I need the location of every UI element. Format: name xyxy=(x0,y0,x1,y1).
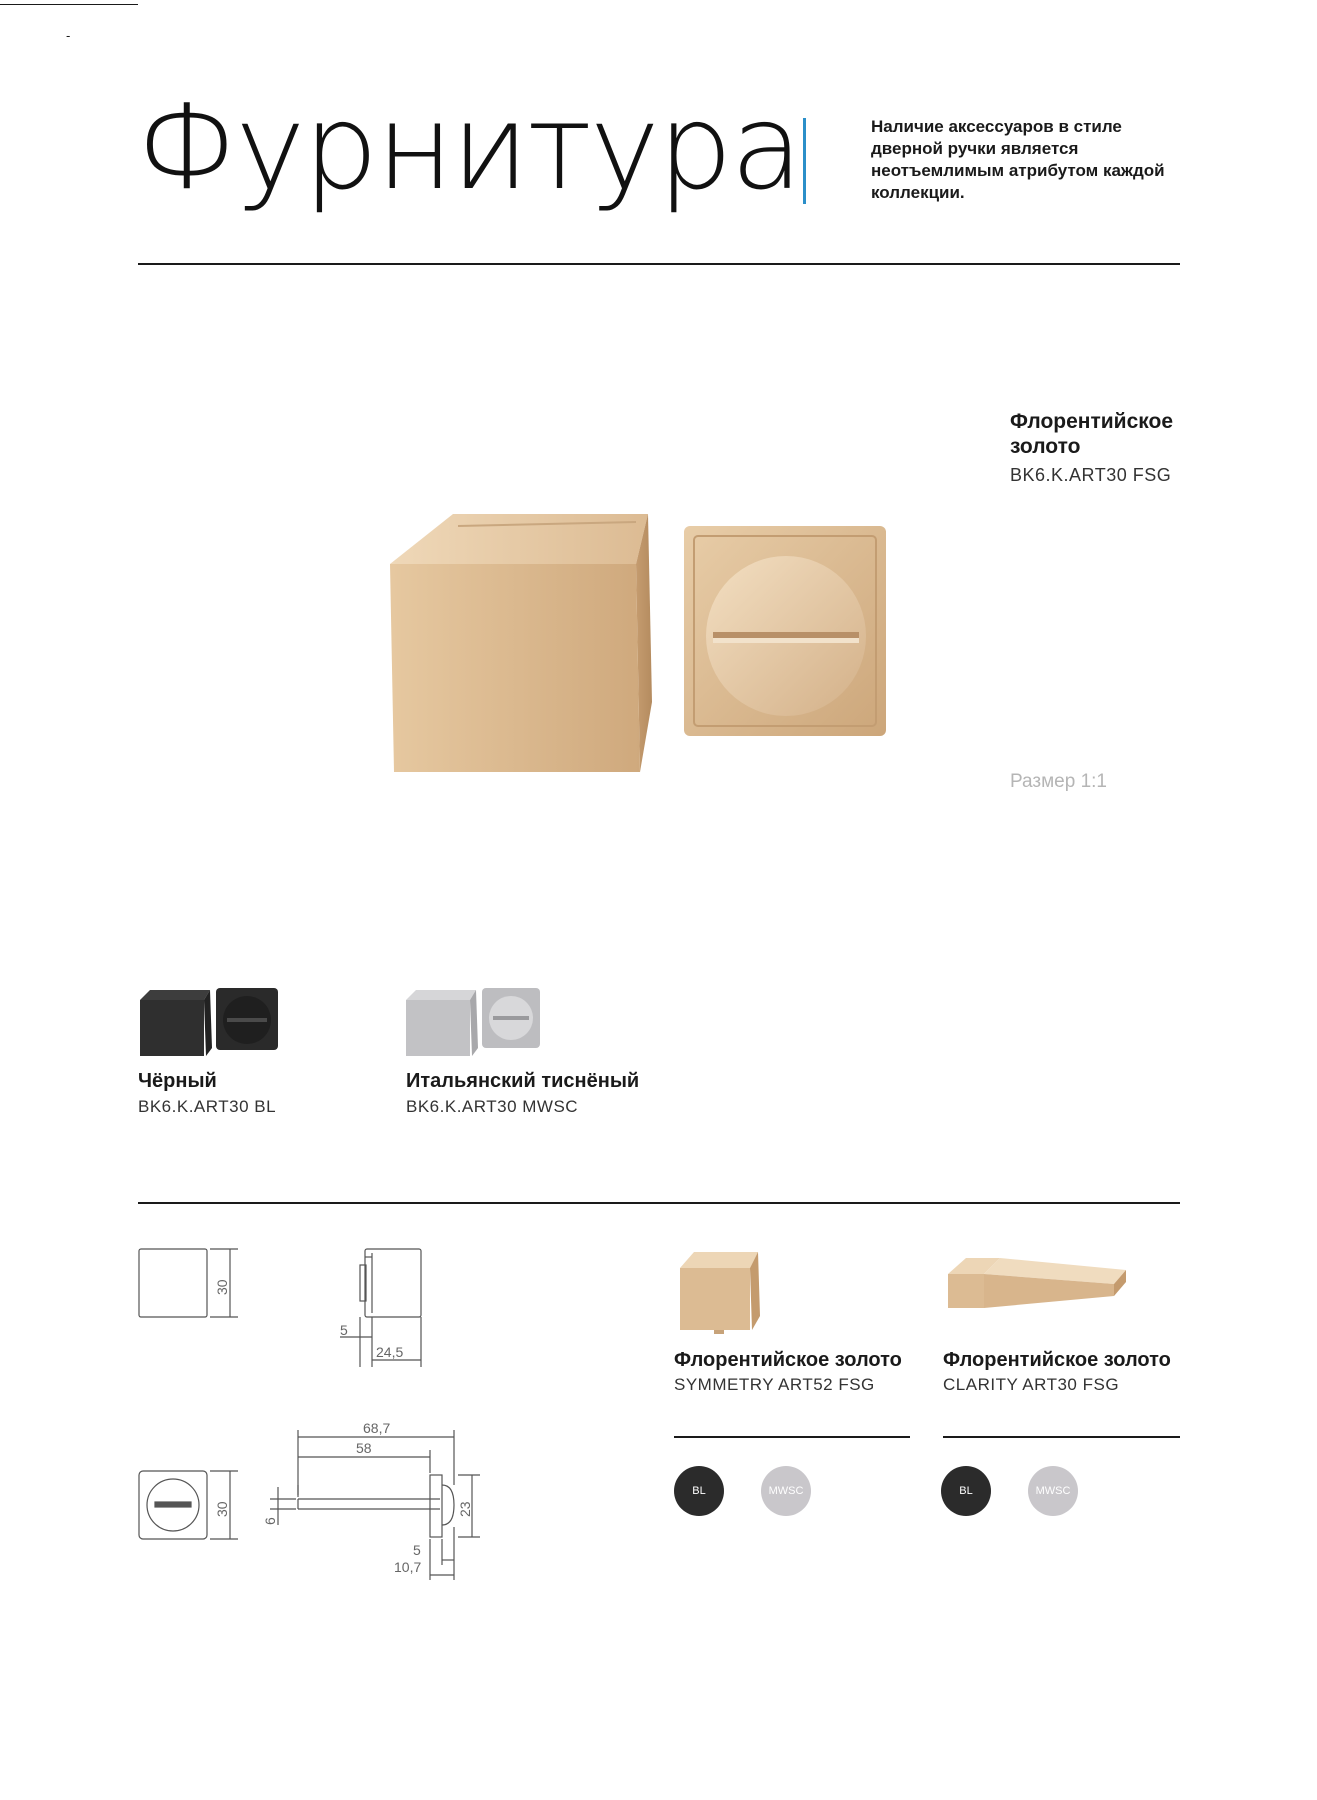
related-knob-image xyxy=(674,1246,764,1334)
scale-note: Размер 1:1 xyxy=(1010,771,1107,792)
dim-rose-depth: 10,7 xyxy=(394,1559,422,1575)
swatch-bl[interactable]: BL xyxy=(941,1466,991,1516)
top-rule xyxy=(0,4,138,5)
swatch-mwsc[interactable]: MWSC xyxy=(761,1466,811,1516)
dim-knob-depth: 24,5 xyxy=(376,1344,404,1360)
technical-drawings xyxy=(130,1235,490,1590)
swatch-mwsc[interactable]: MWSC xyxy=(1028,1466,1078,1516)
related-divider xyxy=(674,1436,910,1438)
intro-text: Наличие аксессуаров в стиле дверной ручки является неотъемлимым атрибутом каждой коллекции. xyxy=(871,117,1165,202)
related-name: Флорентийское золото xyxy=(674,1349,902,1371)
main-finish-name: Флорентийское золото xyxy=(1010,410,1174,458)
related-divider xyxy=(943,1436,1180,1438)
dim-spindle-length: 58 xyxy=(356,1440,372,1456)
related-handle-image xyxy=(944,1252,1128,1316)
related-name: Флорентийское золото xyxy=(943,1349,1171,1371)
accent-divider xyxy=(803,118,806,204)
variant-name: Чёрный xyxy=(138,1070,217,1092)
page-title: Фурнитура xyxy=(136,78,801,216)
main-product-code: BK6.K.ART30 FSG xyxy=(1010,465,1172,485)
dim-rose-offset: 5 xyxy=(413,1542,421,1558)
related-code: CLARITY ART30 FSG xyxy=(943,1375,1120,1394)
variant-name: Итальянский тиснёный xyxy=(406,1070,640,1092)
dim-knob-front: 30 xyxy=(214,1279,230,1295)
variant-code: BK6.K.ART30 BL xyxy=(138,1097,277,1116)
corner-mark: - xyxy=(66,28,71,43)
section-divider xyxy=(138,1202,1180,1204)
dim-spindle-square: 6 xyxy=(262,1517,278,1525)
dim-rose-diameter: 23 xyxy=(457,1501,473,1517)
header-divider xyxy=(138,263,1180,265)
dim-rose-front: 30 xyxy=(214,1501,230,1517)
variant-black-image xyxy=(136,982,286,1058)
dim-spindle-total: 68,7 xyxy=(363,1420,391,1436)
swatch-bl[interactable]: BL xyxy=(674,1466,724,1516)
dim-knob-gap: 5 xyxy=(340,1322,348,1338)
variant-code: BK6.K.ART30 MWSC xyxy=(406,1097,579,1116)
main-product-image xyxy=(378,496,924,788)
related-code: SYMMETRY ART52 FSG xyxy=(674,1375,875,1394)
variant-silver-image xyxy=(402,982,552,1058)
